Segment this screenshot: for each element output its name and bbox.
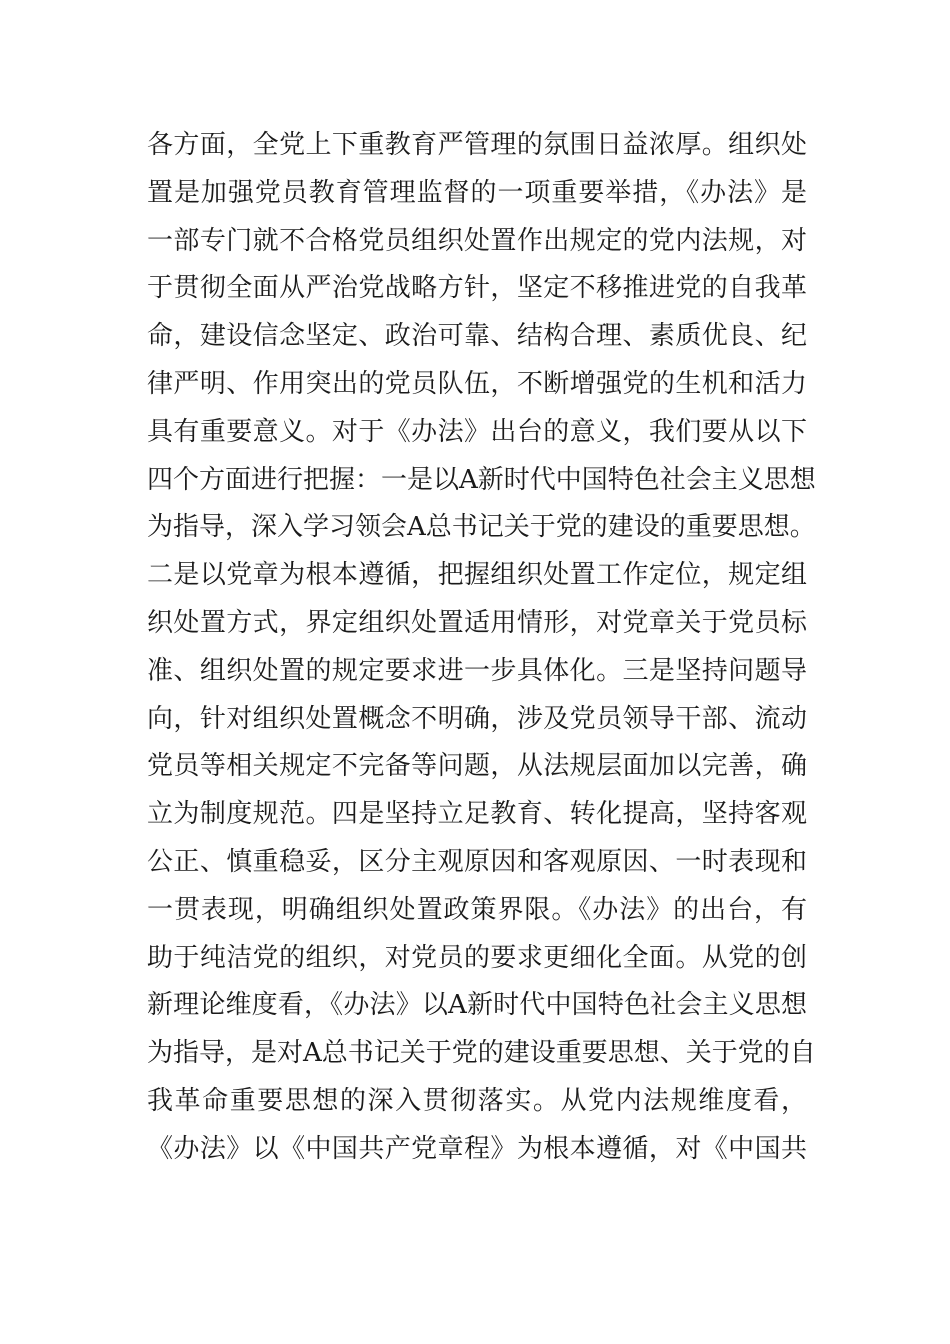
text-line: 为指导，是对A总书记关于党的建设重要思想、关于党的自 xyxy=(147,1038,816,1069)
text-line: 为指导，深入学习领会A总书记关于党的建设的重要思想。 xyxy=(147,512,816,543)
text-line: 于贯彻全面从严治党战略方针，坚定不移推进党的自我革 xyxy=(147,273,807,304)
text-line: 一贯表现，明确组织处置政策界限。《办法》的出台，有 xyxy=(147,894,807,925)
body-text xyxy=(147,122,816,1174)
text-line: 向，针对组织处置概念不明确，涉及党员领导干部、流动 xyxy=(147,703,807,734)
text-line: 律严明、作用突出的党员队伍，不断增强党的生机和活力 xyxy=(147,368,807,399)
text-line: 《办法》以《中国共产党章程》为根本遵循，对《中国共 xyxy=(147,1133,807,1164)
text-line: 助于纯洁党的组织，对党员的要求更细化全面。从党的创 xyxy=(147,942,807,973)
text-line: 准、组织处置的规定要求进一步具体化。三是坚持问题导 xyxy=(147,655,807,686)
text-line: 各方面，全党上下重教育严管理的氛围日益浓厚。组织处 xyxy=(147,130,807,160)
text-line: 具有重要意义。对于《办法》出台的意义，我们要从以下 xyxy=(147,416,807,447)
text-line: 一部专门就不合格党员组织处置作出规定的党内法规，对 xyxy=(147,225,807,256)
text-line: 置是加强党员教育管理监督的一项重要举措，《办法》是 xyxy=(147,177,807,208)
text-line: 公正、慎重稳妥，区分主观原因和客观原因、一时表现和 xyxy=(147,846,807,877)
text-line: 党员等相关规定不完备等问题，从法规层面加以完善，确 xyxy=(147,751,807,782)
text-line: 立为制度规范。四是坚持立足教育、转化提高，坚持客观 xyxy=(147,799,807,830)
text-line: 新理论维度看，《办法》以A新时代中国特色社会主义思想 xyxy=(147,990,807,1021)
text-line: 织处置方式，界定组织处置适用情形，对党章关于党员标 xyxy=(147,607,807,638)
text-line: 四个方面进行把握：一是以A新时代中国特色社会主义思想 xyxy=(147,464,816,495)
text-line: 命，建设信念坚定、政治可靠、结构合理、素质优良、纪 xyxy=(147,321,807,352)
text-line: 二是以党章为根本遵循，把握组织处置工作定位，规定组 xyxy=(147,560,807,591)
text-line: 我革命重要思想的深入贯彻落实。从党内法规维度看， xyxy=(147,1085,807,1116)
